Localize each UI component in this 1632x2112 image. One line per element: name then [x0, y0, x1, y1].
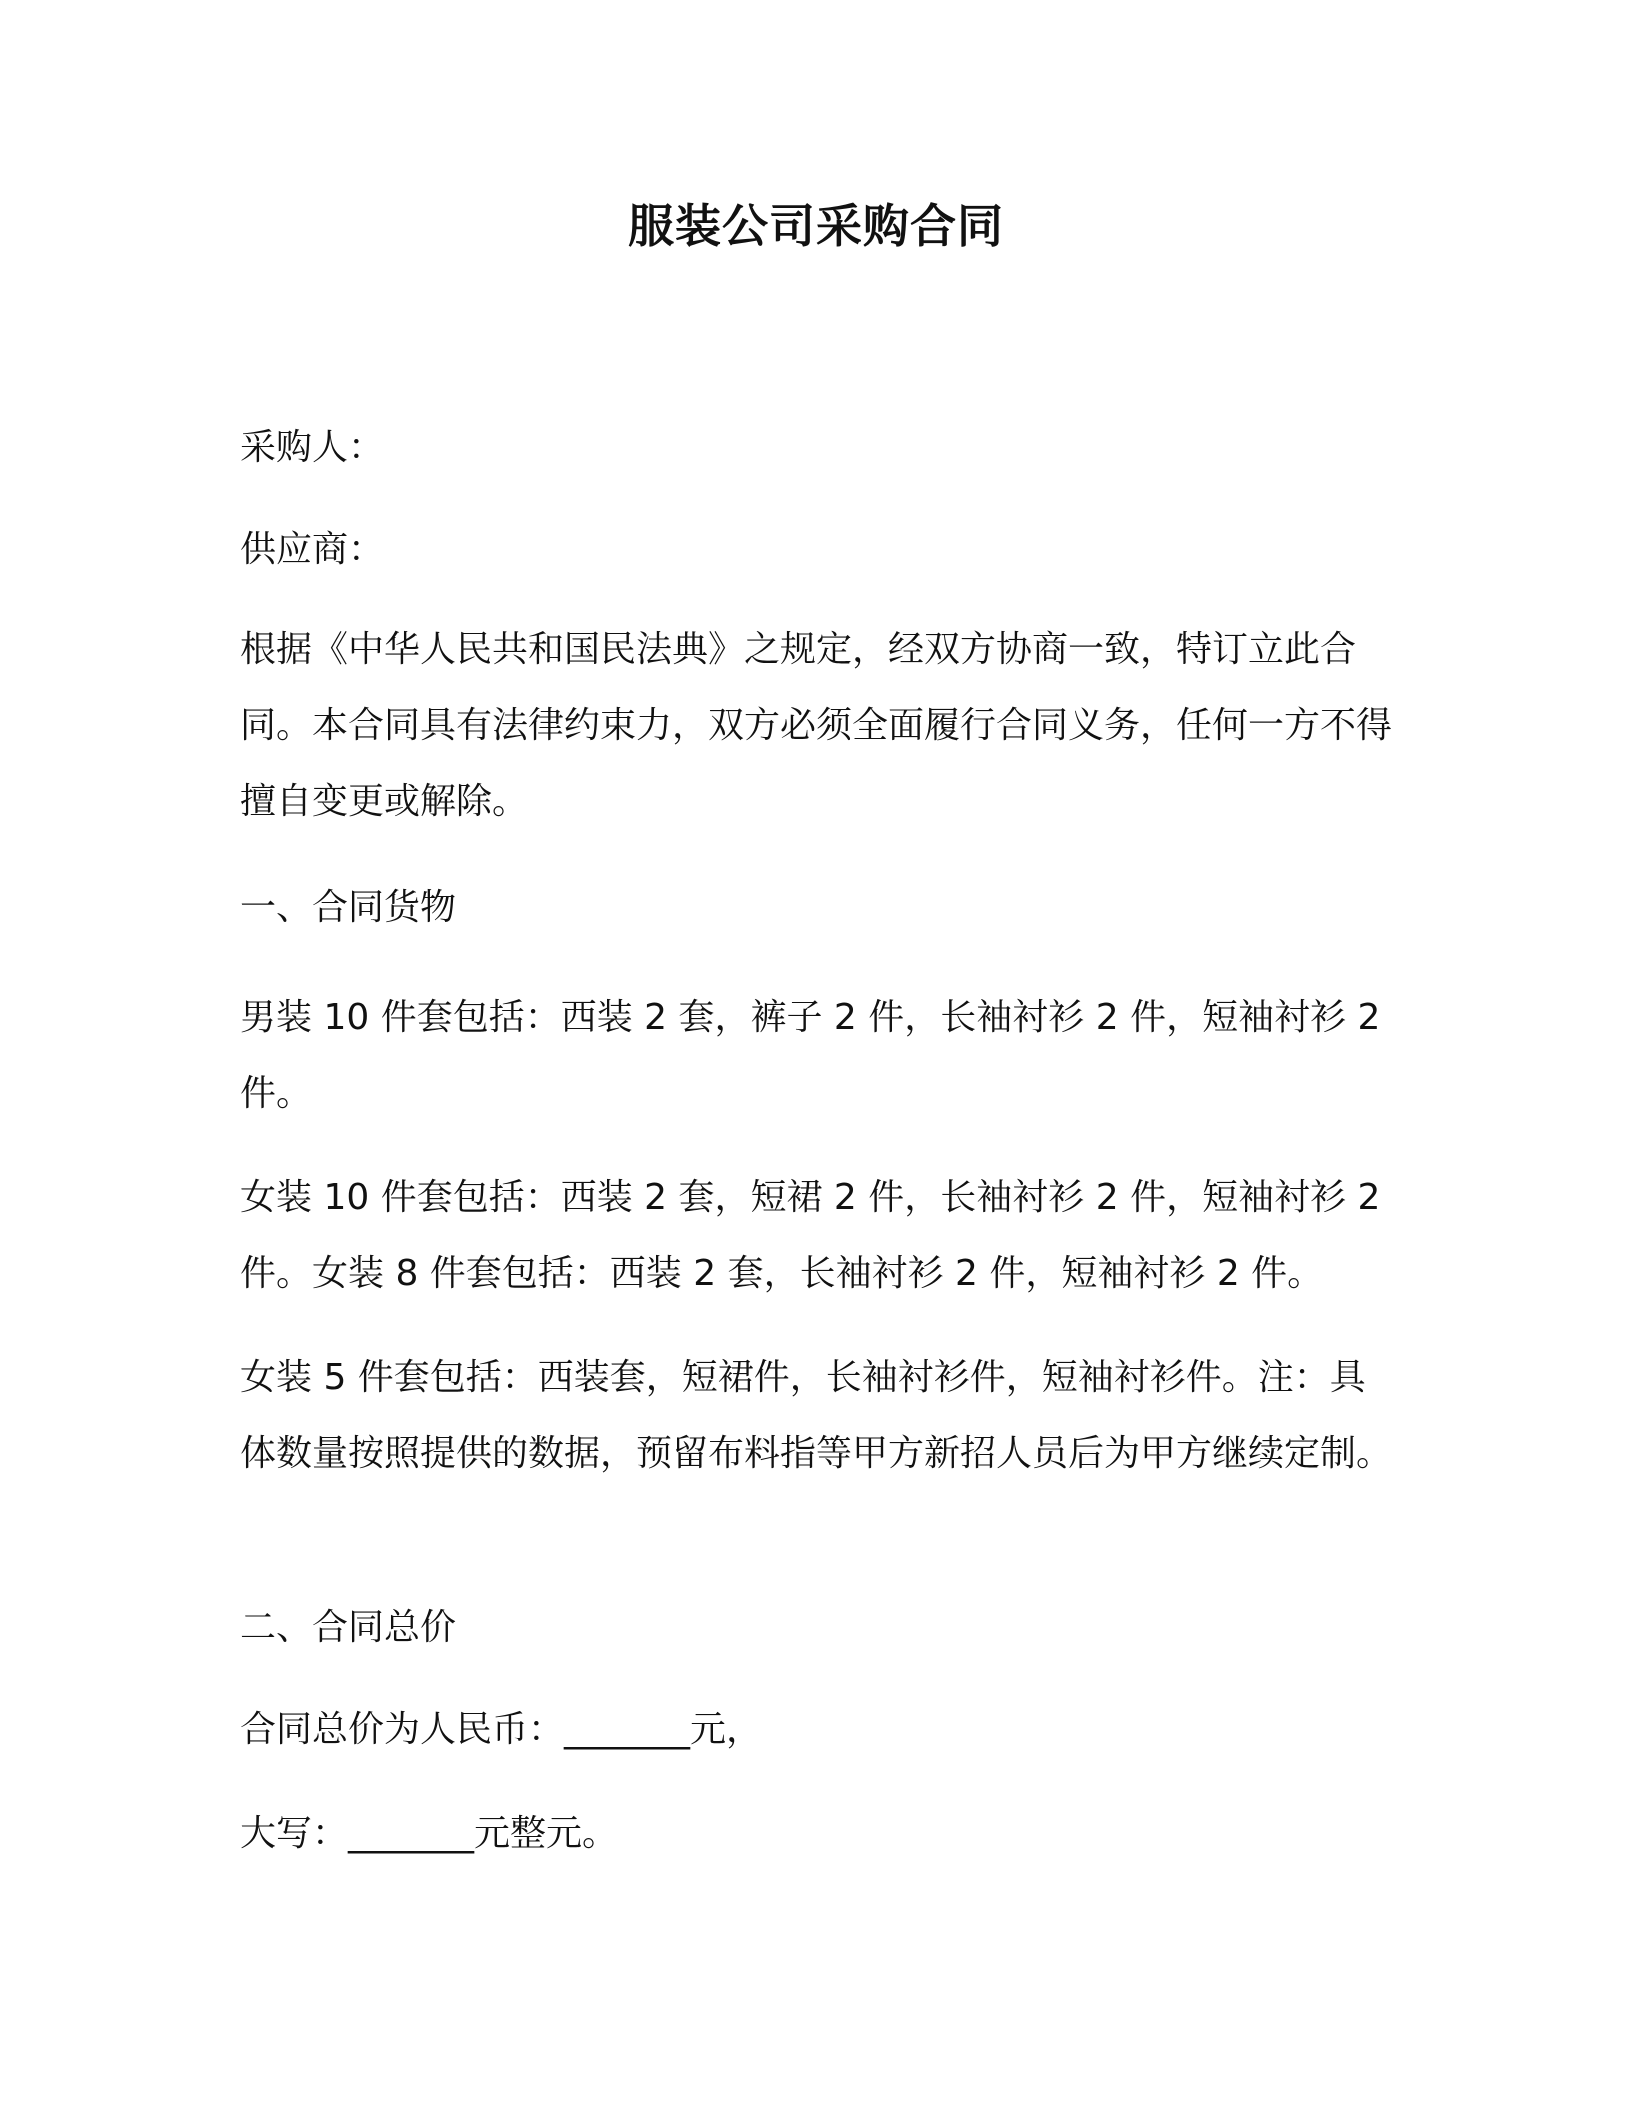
section-heading-price: 二、合同总价 — [240, 1607, 457, 1648]
uppercase-amount-line: 大写：_______元整元。 — [240, 1813, 619, 1854]
intro-paragraph: 根据《中华人民共和国民法典》之规定，经双方协商一致，特订立此合同。本合同具有法律约束力，双方必须全面履行合同义务，任何一方不得擅自变更或解除。 — [240, 629, 1393, 822]
document-title: 服装公司采购合同 — [628, 199, 1004, 253]
purchaser-label: 采购人： — [240, 427, 385, 468]
goods-item-women-5: 女装 5 件套包括：西装套，短裙件，长袖衬衫件，短袖衬衫件。注：具体数量按照提供的数据，预留布料指等甲方新招人员后为甲方继续定制。 — [240, 1357, 1393, 1474]
goods-item-women-10-8: 女装 10 件套包括：西装 2 套，短裙 2 件，长袖衬衫 2 件，短袖衬衫 2 件。女装 8 件套包括：西装 2 套，长袖衬衫 2 件，短袖衬衫 2 件。 — [240, 1177, 1381, 1294]
section-heading-goods: 一、合同货物 — [240, 887, 457, 928]
total-price-line: 合同总价为人民币：_______元， — [240, 1709, 763, 1750]
supplier-label: 供应商： — [240, 529, 385, 570]
goods-item-men: 男装 10 件套包括：西装 2 套，裤子 2 件，长袖衬衫 2 件，短袖衬衫 2 件。 — [240, 997, 1381, 1114]
